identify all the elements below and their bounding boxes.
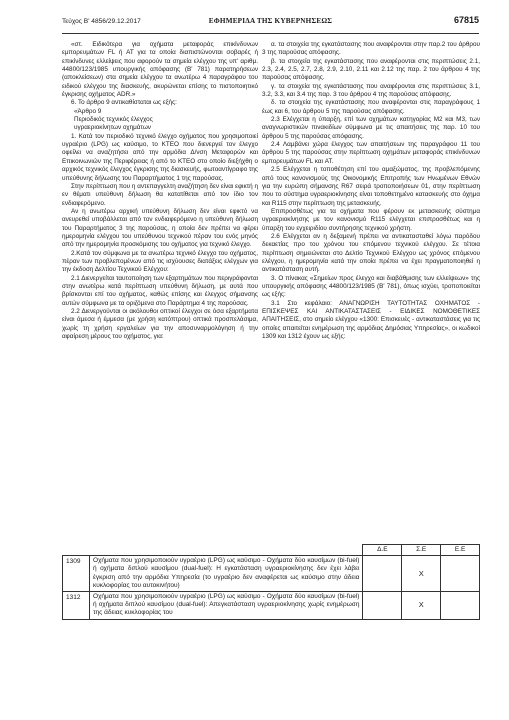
paragraph: Επιπροσθέτως για τα οχήματα που φέρουν εκ μετασκευής σύστημα υγραεριοκίνησης με τον κανονισμό R115 ελέγχεται επιπροσθέτως και η ύπαρξη του εγχειριδίου συντήρησης τεχνικού χρήστη. xyxy=(262,207,480,232)
paragraph: 2.2 Διενεργούνται οι ακόλουθοι οπτικοί έλεγχοι σε όσα εξαρτήματα είναι άμεσα ή έμμεσα (με χρήση κατόπτρου) οπτικά προσπελάσιμα, χωρίς τη χρήση εργαλείων για την αποσυναρμολόγηση ή την αφαίρεση μέρους του οχήματος, για: xyxy=(62,308,258,341)
paragraph: 2.Κατά τον σύμφωνα με τα ανωτέρω τεχνικό έλεγχο του οχήματος, πέραν των προβλεπομένων από τις ισχύουσες διατάξεις ελέγχων για την έκδοση Δελτίου Τεχνικού Ελέγχου: xyxy=(62,249,258,274)
paragraph: 2.5 Ελέγχεται η τοποθέτηση επί του αμαξώματος, της προβλεπόμενης από τους κανονισμούς της Οικονομικής Επιτροπής των Ηνωμένων Εθνών για την ευρώπη σήμανσης R67 σειρά τροποποιήσεων 01, στην περίπτωση που το σύστημα υγραεριοκίνησης είναι τοποθετημένο κατασκευής στο όχημα και R115 στην περίπτωση της μετασκευής. xyxy=(262,166,480,207)
table-row xyxy=(63,556,480,592)
header-rule xyxy=(62,33,479,34)
paragraph: γ. τα στοιχεία της εγκατάστασης που αναφέρονται στις περιπτώσεις 3.1, 3.2, 3.3, και 3.4 της παρ. 3 του άρθρου 4 της παρούσας απόφασης. xyxy=(262,82,480,99)
row-code: 1312 xyxy=(63,592,90,620)
paragraph: δ. τα στοιχεία της εγκατάστασης που αναφέρονται στις παραγράφους 1 έως και 6, του άρθρου 5 της παρούσας απόφασης. xyxy=(262,99,480,115)
inspection-table xyxy=(62,544,480,620)
table-header-de: Δ.Ε xyxy=(363,545,402,556)
inspection-table-wrap xyxy=(62,544,480,620)
paragraph: 3. Ο πίνακας «Σημείων προς έλεγχο και διαβάθμισης των ελλείψεων» της υπουργικής απόφασης 44800/123/1985 (Β' 781), όπως ισχύει, τροποποιείται ως εξής: xyxy=(262,274,480,299)
paragraph: 2.1 Διενεργείται ταυτοποίηση των εξαρτημάτων που περιγράφονται στην ανωτέρω κατά περίπτωση υπεύθυνη δήλωση, με αυτά που βρίσκονται επί του οχήματος, καθώς επίσης και έλεγχος σήμανσης αυτών σύμφωνα με τα οριζόμενα στο Παράρτημα 4 της παρούσας. xyxy=(62,274,259,307)
table-header-blank xyxy=(63,545,363,556)
right-column xyxy=(262,41,480,341)
journal-title: ΕΦΗΜΕΡΙΔΑ ΤΗΣ ΚΥΒΕΡΝΗΣΕΩΣ xyxy=(208,17,333,25)
issue-number: Τεύχος Β' 4856/29.12.2017 xyxy=(62,18,141,25)
paragraph: 2.6 Ελέγχεται αν η δεξαμενή πρέπει να αντικατασταθεί λόγω παρόδου δεκαετίας προ του χρόνου του επόμενου τεχνικού ελέγχου. Σε τέτοια περίπτωση σημειώνεται στο Δελτίο Τεχνικού Ελέγχου ως χρόνος επόμενου ελέγχου, η ημερομηνία κατά την οποία πρέπει να έχει πραγματοποιηθεί η αντικατάσταση αυτή. xyxy=(262,232,480,274)
paragraph: α. τα στοιχεία της εγκατάστασης που αναφέρονται στην παρ.2 του άρθρου 3 της παρούσας απόφασης. xyxy=(262,41,480,57)
paragraph: 2.4 Λαμβάνει χώρα έλεγχος των απαιτήσεων της παραγράφου 11 του άρθρου 5 της παρούσας στην περίπτωση οχημάτων μεταφοράς επικίνδυνων εμπορευμάτων FL και AT. xyxy=(262,141,480,165)
left-column xyxy=(62,41,258,341)
row-mark-ee xyxy=(441,592,480,620)
page-header xyxy=(62,14,479,32)
row-description: Οχήματα που χρησιμοποιούν υγραέριο (LPG) ως καύσιμο - Οχήματα δύο καυσίμων (bi-fuel) ή οχήματα διπλού καυσίμου (dual-fuel): Απεγκατάσταση υγραεριοκίνησης χωρίς ενημέρωση της άδειας κυκλοφορίας του xyxy=(89,592,362,620)
paragraph: Αν η ανωτέρω αρχική υπεύθυνη δήλωση δεν είναι εφικτό να ανευρεθεί υποβάλλεται από τον ενδιαφερόμενο η υπεύθυνη δήλωση του Παραρτήματος 3 της παρούσας, η οποία δεν πρέπει να φέρει ημερομηνία ελέγχου του υπεύθυνου τεχνικού πέραν του ενός μηνός από την ημερομηνία προσκόμισης του οχήματος για τεχνικό έλεγχο. xyxy=(62,207,258,249)
row-mark-de xyxy=(363,592,402,620)
paragraph: υγραεριοκίνητων οχημάτων xyxy=(74,124,151,132)
page-number: 67815 xyxy=(453,15,479,25)
table-header-ee: Ε.Ε xyxy=(441,545,480,556)
paragraph: 2.3 Ελέγχεται η ύπαρξη, επί των οχημάτων κατηγορίας M2 και M3, των αναγνωριστικών πινακιδίων σύμφωνα με τις απαιτήσεις της παρ. 10 του άρθρου 5 της παρούσας απόφασης. xyxy=(262,116,480,140)
row-mark-se: X xyxy=(402,556,441,592)
table-header-se: Σ.Ε xyxy=(402,545,441,556)
paragraph: Περιοδικός τεχνικός έλεγχος xyxy=(74,116,153,124)
row-description: Οχήματα που χρησιμοποιούν υγραέριο (LPG) ως καύσιμο - Οχήματα δύο καυσίμων (bi-fuel) ή οχήματα διπλού καυσίμου (dual-fuel): Η εγκατάσταση υγραεριοκίνησης δεν έχει λάβει έγκριση από την αρμόδια Υπηρεσία (το υγραέριο δεν αναφέρεται ως καύσιμο στην άδεια κυκλοφορίας του αυτοκινήτου) xyxy=(89,556,362,592)
paragraph: «Άρθρο 9 xyxy=(74,107,102,115)
row-mark-ee xyxy=(441,556,480,592)
table-row xyxy=(63,592,480,620)
paragraph: «στ. Ειδικότερα για οχήματα μεταφοράς επικίνδυνων εμπορευμάτων FL ή AT για τα οποία διαπιστώνονται σοβαρές ή επικίνδυνες ελλείψεις που αφορούν τα σημεία ελέγχου της υπ' αριθμ. 44800/123/1985 υπουργικής απόφασης (Β' 781) παρατηρήσεων (αποκλείσεων) στα σημεία ελέγχου τα ανωτέρω 4 παραγράφου του ειδικού ελέγχου της διασκευής, ακυρώνεται επίσης το πιστοποιητικό έγκρισης οχήματος ADR.» xyxy=(62,41,258,99)
row-mark-de xyxy=(363,556,402,592)
table-header-row xyxy=(63,545,480,556)
paragraph: 6. Το άρθρο 9 αντικαθίσταται ως εξής: xyxy=(71,99,177,107)
row-mark-se: X xyxy=(402,592,441,620)
paragraph: β. τα στοιχεία της εγκατάστασης που αναφέρονται στις περιπτώσεις 2.1, 2.3, 2.4, 2.5, 2.7, 2.8, 2.9, 2.10, 2.11 και 2.12 της παρ. 2 του άρθρου 4 της παρούσας απόφασης. xyxy=(262,57,480,82)
paragraph: 1. Κατά τον περιοδικό τεχνικό έλεγχο οχήματος που χρησιμοποιεί υγραέριο (LPG) ως καύσιμο, το ΚΤΕΟ που διενεργεί τον έλεγχο οφείλει να αναζητήσει από την αρμόδια Δ/νση Μεταφορών και Επικοινωνιών της Περιφέρειας ή από το ΚΤΕΟ στο οποίο διεξήχθη ο αρχικός τεχνικός έλεγχος έγκρισης της διασκευής, φωτοαντίγραφο της υπεύθυνης δήλωσης του Παραρτήματος 1 της παρούσας. xyxy=(62,132,258,182)
paragraph: 3.1 Στο κεφάλαιο: ΑΝΑΓΝΩΡΙΣΗ ΤΑΥΤΟΤΗΤΑΣ ΟΧΗΜΑΤΟΣ - ΕΠΙΣΚΕΨΕΣ ΚΑΙ ΑΝΤΙΚΑΤΑΣΤΑΣΕΙΣ - ΕΙΔΙΚΕΣ ΝΟΜΟΘΕΤΙΚΕΣ ΑΠΑΙΤΗΣΕΙΣ, στο σημείο ελέγχου «1300: Επισκευές - αντικαταστάσεις για τις οποίες απαιτείται ενημέρωση της αρμόδιας Δημόσιας Υπηρεσίας», οι κωδικοί 1309 και 1312 έχουν ως εξής: xyxy=(262,299,480,341)
row-code: 1309 xyxy=(63,556,90,592)
paragraph: Στην περίπτωση που η αντεπαγγελτη αναζήτηση δεν είναι εφικτή η εν θέματι υπεύθυνη δήλωση θα κατατίθεται από τον ίδιο τον ενδιαφερόμενο. xyxy=(62,182,258,207)
